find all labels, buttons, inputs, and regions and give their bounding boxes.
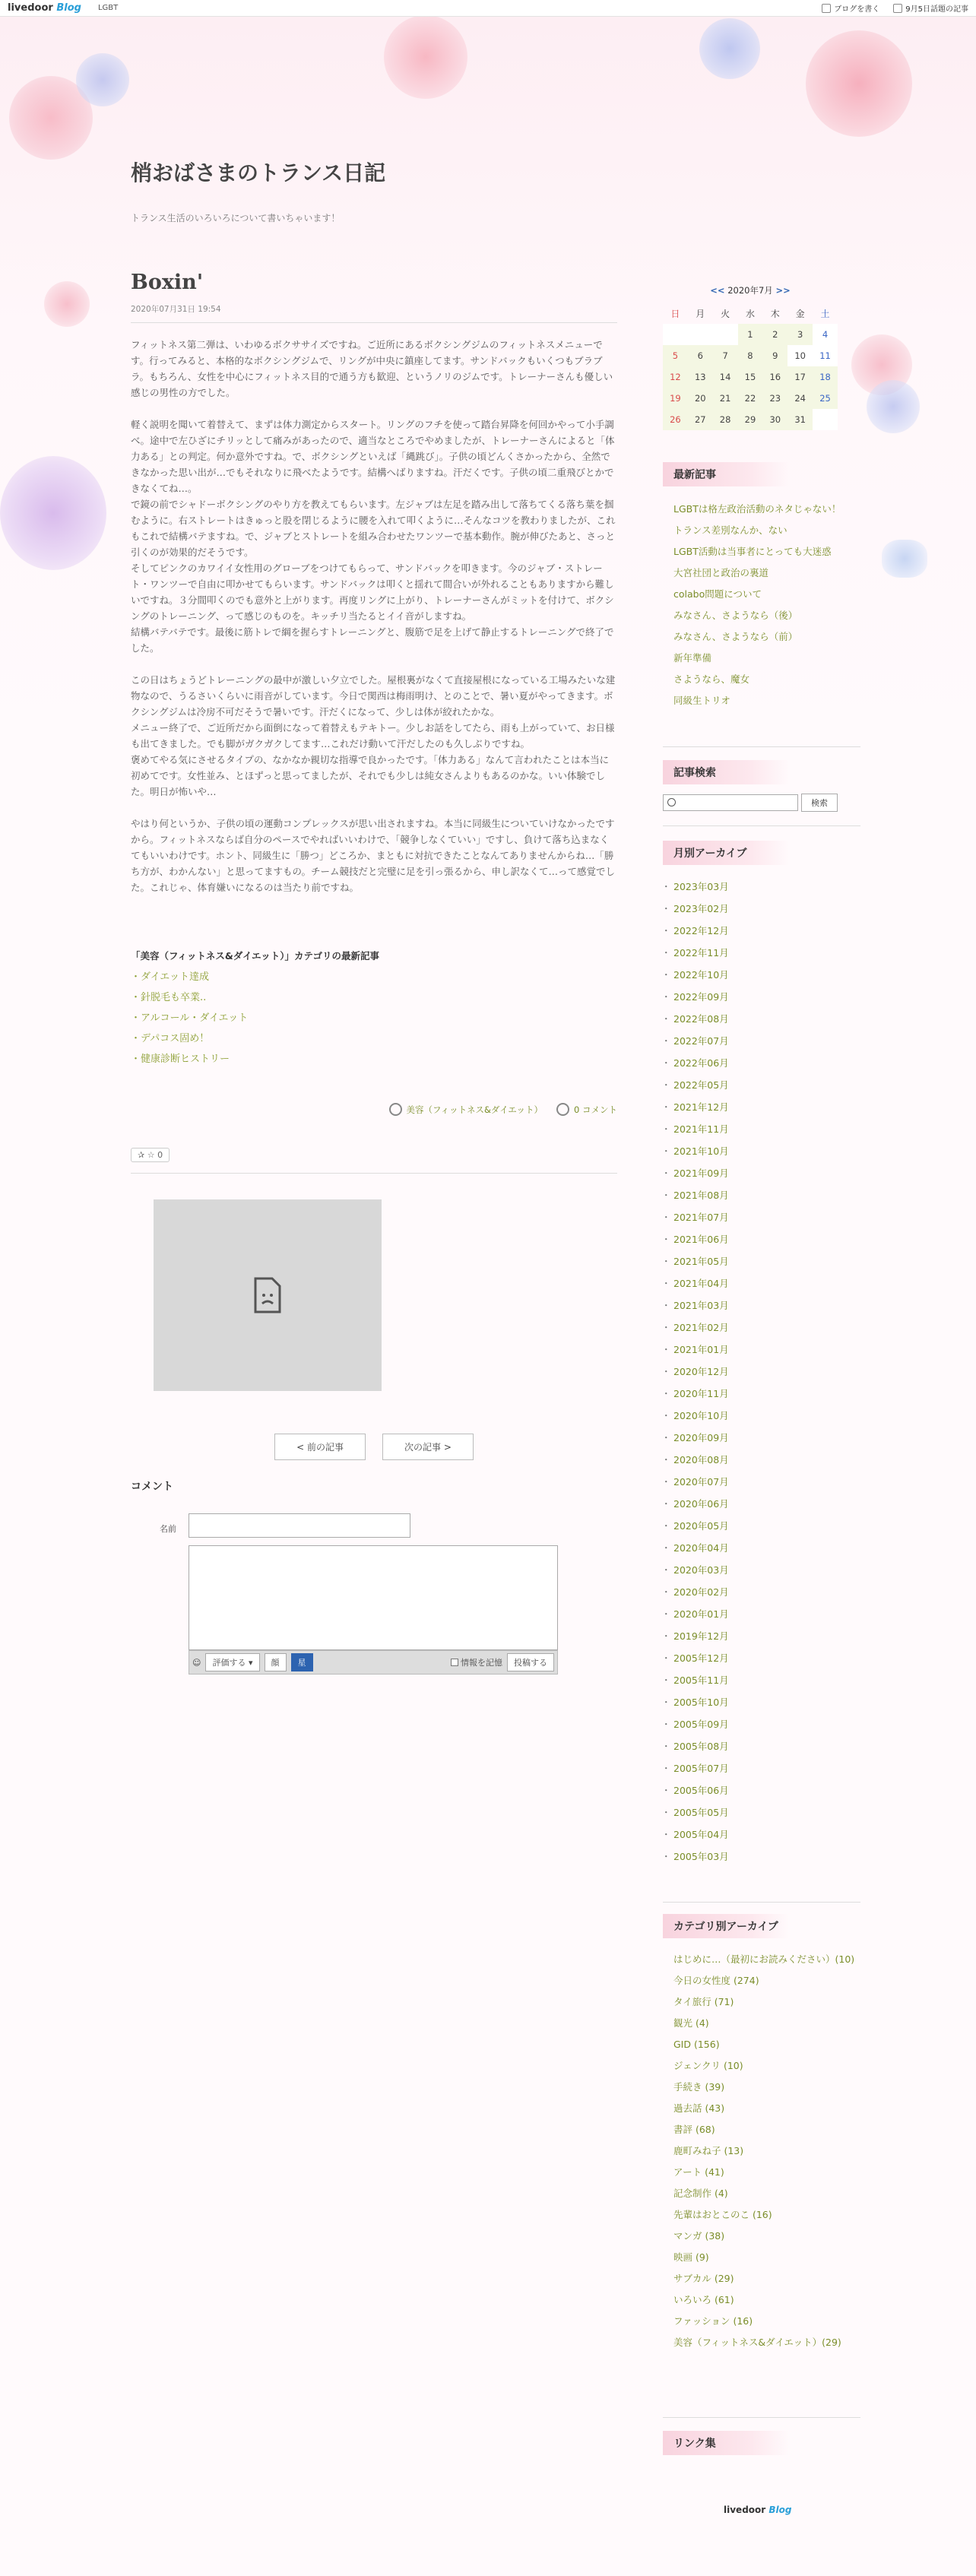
- recent-post-link[interactable]: みなさん、さようなら（前）: [673, 631, 798, 642]
- archive-month-link[interactable]: ・ 2005年09月: [663, 1713, 860, 1735]
- calendar-day[interactable]: 9: [762, 345, 787, 366]
- calendar-prev[interactable]: <<: [710, 285, 725, 296]
- post-title[interactable]: Boxin': [131, 271, 204, 294]
- search-widget: [663, 760, 860, 812]
- archive-title: 月別アーカイブ: [663, 841, 789, 865]
- calendar-day[interactable]: 27: [688, 409, 713, 430]
- divider: [663, 2417, 860, 2418]
- archive-month-link[interactable]: ・ 2021年11月: [663, 1118, 860, 1140]
- calendar-day[interactable]: 12: [663, 366, 688, 388]
- write-blog-link[interactable]: ブログを書く: [822, 2, 879, 14]
- archive-month-link[interactable]: ・ 2020年10月: [663, 1405, 860, 1427]
- category-archive-link[interactable]: 美容（フィットネス&ダイエット）(29): [673, 2337, 841, 2348]
- divider: [131, 1173, 617, 1174]
- archive-month-link[interactable]: ・ 2020年09月: [663, 1427, 860, 1449]
- calendar-weekday: 日: [670, 308, 680, 319]
- recent-posts-widget: [663, 462, 860, 711]
- topbar-tag[interactable]: LGBT: [97, 4, 119, 12]
- archive-month-link[interactable]: ・ 2022年08月: [663, 1008, 860, 1030]
- recent-title: 最新記事: [663, 462, 789, 486]
- category-archive-link[interactable]: 記念制作 (4): [673, 2188, 728, 2199]
- calendar-weekday: 土: [820, 308, 830, 319]
- calendar-day: 4: [813, 324, 838, 345]
- archive-month-link[interactable]: ・ 2021年02月: [663, 1317, 860, 1339]
- archive-month-link[interactable]: ・ 2023年03月: [663, 876, 860, 898]
- calendar-day[interactable]: 26: [663, 409, 688, 430]
- archive-month-link[interactable]: ・ 2020年08月: [663, 1449, 860, 1471]
- divider: [663, 746, 860, 747]
- next-post-button[interactable]: 次の記事 >: [382, 1434, 474, 1460]
- calendar-day[interactable]: 2: [762, 324, 787, 345]
- post-navigation: [131, 1434, 617, 1460]
- archive-month-link[interactable]: ・ 2005年03月: [663, 1846, 860, 1868]
- broken-image-icon: [252, 1277, 283, 1313]
- archive-month-link[interactable]: ・ 2005年12月: [663, 1647, 860, 1669]
- flower-decoration: [699, 18, 760, 79]
- calendar-day[interactable]: 8: [738, 345, 763, 366]
- post-paragraph: 軽く説明を聞いて着替えて、まずは体力測定からスタート。リングのフチを使って踏台昇降を何回かやって小手調べ。途中で左ひざにチリッとして痛みがあったので、適当なところでやめましたが、トレーナーさんによると「体力ある」との判定。何か意外ですね。で、ボクシングといえば「縄跳び」。子供の頃どんくさかったから、全然できなかった思い出が…でもそれなりに飛べたようです。結構へばりますね。汗だくです。子供の頃二重飛びとかできなくてね…。 で鏡の前でシャドーボクシングのやり方を教えてもらいます。左ジャブは左足を踏み出して落ちてくる落ち葉を掴むように。右ストレートはきゅっと股を閉じるように腰を入れて叩くように…そんなコツを教わりましたが、これもこれで結構バテますね。で、ジャブとストレートを組み合わせたワンツーで基本動作。腕が伸びたあと、さっと引くのが効果的だそうです。 そしてピンクのカワイイ女性用のグローブをつけてもらって、サンドバックを叩きます。今のジャブ・ストレート・ワンツーで自由に叩かせてもらいます。サンドバックは叩くと揺れて間合いが外れることもありますから難しいですね。３分間叩くのでも意外と上がります。再度リングに上がり、トレーナーさんがミットを付けて、ボクシングのトレーニング、って感じのものを。キッチリ当たるとイイ音がしますね。 結構バテバテです。最後に筋トレで綱を握らすトレーニングと、腹筋で足を上げて静止するトレーニングで終了でした。: [131, 419, 616, 654]
- archive-month-link[interactable]: ・ 2022年06月: [663, 1052, 860, 1074]
- archive-month-link[interactable]: ・ 2021年12月: [663, 1096, 860, 1118]
- calendar-grid: [663, 303, 838, 430]
- like-icon: ✰ ☆: [138, 1150, 158, 1160]
- archive-month-link[interactable]: ・ 2020年12月: [663, 1361, 860, 1383]
- calendar-header: [663, 284, 838, 296]
- archive-month-link[interactable]: ・ 2021年04月: [663, 1272, 860, 1294]
- category-archive-link[interactable]: タイ旅行 (71): [673, 1996, 734, 2007]
- archive-month-link[interactable]: ・ 2020年03月: [663, 1559, 860, 1581]
- post-date: 2020年07月31日 19:54: [131, 303, 617, 323]
- recent-post-link[interactable]: 同級生トリオ: [673, 695, 730, 706]
- calendar-day: [813, 409, 838, 430]
- calendar-day[interactable]: 13: [688, 366, 713, 388]
- category-archive-link[interactable]: 過去話 (43): [673, 2102, 725, 2114]
- livedoor-blog-logo[interactable]: livedoor Blog: [8, 2, 81, 14]
- archive-widget: [663, 841, 860, 1868]
- calendar-weekday: 金: [795, 308, 805, 319]
- category-archive-link[interactable]: マンガ (38): [673, 2230, 725, 2242]
- rating-star-option[interactable]: 星: [291, 1653, 313, 1671]
- calendar-day[interactable]: 16: [762, 366, 787, 388]
- category-archive-link[interactable]: 鹿町みね子 (13): [673, 2145, 744, 2156]
- comment-count-link[interactable]: 0 コメント: [556, 1103, 617, 1116]
- calendar-day[interactable]: 31: [787, 409, 813, 430]
- calendar-month: 2020年7月: [727, 285, 773, 296]
- category-archive-link[interactable]: サブカル (29): [673, 2273, 734, 2284]
- comment-heading: コメント: [131, 1481, 173, 1493]
- category-archive-link[interactable]: いろいろ (61): [673, 2294, 734, 2305]
- archive-month-link[interactable]: ・ 2005年04月: [663, 1823, 860, 1846]
- recent-post-link[interactable]: 新年準備: [673, 652, 712, 664]
- archive-month-link[interactable]: ・ 2022年09月: [663, 986, 860, 1008]
- calendar-next[interactable]: >>: [775, 285, 791, 296]
- calendar-day[interactable]: 23: [762, 388, 787, 409]
- comment-textarea[interactable]: [189, 1545, 558, 1650]
- calendar-day[interactable]: 17: [787, 366, 813, 388]
- comment-icon: [556, 1103, 569, 1116]
- archive-month-link[interactable]: ・ 2021年07月: [663, 1206, 860, 1228]
- calendar: [663, 284, 838, 430]
- ad-placeholder: [154, 1199, 382, 1391]
- archive-month-link[interactable]: ・ 2005年06月: [663, 1779, 860, 1801]
- flower-decoration: [76, 53, 129, 106]
- calendar-day[interactable]: 3: [787, 324, 813, 345]
- emoji-icon[interactable]: ☺: [192, 1657, 201, 1668]
- calendar-day[interactable]: 5: [663, 345, 688, 366]
- post-footer: [131, 1103, 617, 1116]
- recent-post-link[interactable]: さようなら、魔女: [673, 673, 750, 685]
- archive-month-link[interactable]: ・ 2005年07月: [663, 1757, 860, 1779]
- calendar-day: [663, 324, 688, 345]
- article: [131, 271, 617, 1688]
- related-post-link[interactable]: ・ 健康診断ヒストリー: [131, 1049, 617, 1069]
- flower-decoration: [44, 281, 90, 327]
- post-paragraph: やはり何というか、子供の頃の運動コンプレックスが思い出されますね。本当に同級生についていけなかったですから。フィットネスならば自分のペースでやればいいわけで、「競争しなくていい」ですし、負けて落ち込まなくてもいいわけです。ホント、同級生に「勝つ」どころか、まともに対抗できたことなんてありませんからね…「勝ち方が、わかんない」と思ってますもの。チーム競技だと完璧に足を引っ張るから、申し訳なくて…って感覚でした。これじゃ、体育嫌いになるのは当たり前ですね。: [131, 818, 616, 893]
- category-link[interactable]: 美容（フィットネス&ダイエット）: [389, 1103, 543, 1116]
- divider: [663, 825, 860, 826]
- archive-month-link[interactable]: ・ 2022年10月: [663, 964, 860, 986]
- related-post-link[interactable]: ・ アルコール・ダイエット: [131, 1008, 617, 1028]
- blog-title[interactable]: 梢おばさまのトランス日記: [131, 160, 386, 185]
- related-heading: 「美容（フィットネス&ダイエット）」カテゴリの最新記事: [131, 950, 380, 962]
- post-paragraph: この日はちょうどトレーニングの最中が激しい夕立でした。屋根裏がなくて直接屋根になっている工場みたいな建物なので、うるさいくらいに雨音がしています。今日で関西は梅雨明け、とのことで、暑い夏がやってきます。ボクシングジムは冷房不可だそうで暑いです。汗だくになって、少しは体が絞れたかな。 メニュー終了で、ご近所だから面倒になって着替えもテキトー。少しお話をしてたら、雨も上がっていて、お日様も出てきました。でも脚がガクガクしてます…これだけ動いて汗だしたのも久しぶりですね。 褒めてやる気にさせるタイプの、なかなか親切な指導で良かったです。「体力ある」なんて言われたことは本当に初めてです。女性並み、とほずっと思ってましたが、それでも少しは純女さんよりもあるのかな。いい体験でした。明日が怖いや…: [131, 674, 616, 797]
- calendar-day[interactable]: 21: [713, 388, 738, 409]
- flower-decoration: [806, 30, 912, 137]
- calendar-day[interactable]: 7: [713, 345, 738, 366]
- name-input[interactable]: [189, 1513, 410, 1538]
- archive-month-link[interactable]: ・ 2020年07月: [663, 1471, 860, 1493]
- related-post-link[interactable]: ・ ダイエット達成: [131, 967, 617, 987]
- calendar-day[interactable]: 20: [688, 388, 713, 409]
- calendar-day[interactable]: 14: [713, 366, 738, 388]
- calendar-weekday: 月: [696, 308, 705, 319]
- flower-decoration: [0, 456, 106, 570]
- archive-month-link[interactable]: ・ 2005年08月: [663, 1735, 860, 1757]
- name-label: 名前: [160, 1524, 176, 1534]
- archive-month-link[interactable]: ・ 2021年09月: [663, 1162, 860, 1184]
- flower-decoration: [384, 15, 467, 99]
- category-archive-link[interactable]: ジェンクリ (10): [673, 2060, 743, 2071]
- search-title: 記事検索: [663, 760, 789, 784]
- calendar-day[interactable]: 19: [663, 388, 688, 409]
- links-widget: [663, 2431, 860, 2455]
- archive-month-link[interactable]: ・ 2005年11月: [663, 1669, 860, 1691]
- calendar-weekday: 水: [745, 308, 755, 319]
- calendar-day: [688, 324, 713, 345]
- category-archive-link[interactable]: 手続き (39): [673, 2081, 725, 2093]
- category-archive-link[interactable]: 今日の女性度 (274): [673, 1975, 759, 1986]
- rating-face-option[interactable]: 顔: [265, 1653, 287, 1671]
- flower-decoration: [867, 380, 920, 433]
- archive-month-link[interactable]: ・ 2021年08月: [663, 1184, 860, 1206]
- calendar-day[interactable]: 6: [688, 345, 713, 366]
- links-title: リンク集: [663, 2431, 789, 2455]
- comment-toolbar: [189, 1650, 558, 1675]
- recent-post-link[interactable]: 大宮社団と政治の裏道: [673, 567, 769, 578]
- topbar: [0, 0, 976, 17]
- recent-post-link[interactable]: みなさん、さようなら（後）: [673, 610, 798, 621]
- category-archive-link[interactable]: アート (41): [673, 2166, 724, 2178]
- archive-month-link[interactable]: ・ 2022年12月: [663, 920, 860, 942]
- archive-month-link[interactable]: ・ 2020年04月: [663, 1537, 860, 1559]
- archive-month-link[interactable]: ・ 2019年12月: [663, 1625, 860, 1647]
- recent-post-link[interactable]: トランス差別なんか、ない: [673, 524, 787, 536]
- calendar-day[interactable]: 29: [738, 409, 763, 430]
- calendar-icon: [893, 4, 902, 13]
- calendar-day: [713, 324, 738, 345]
- recent-post-link[interactable]: LGBT活動は当事者にとっても大迷惑: [673, 546, 832, 557]
- post-paragraph: フィットネス第二弾は、いわゆるボクササイズですね。ご近所にあるボクシングジムのフィットネスメニューです。行ってみると、本格的なボクシングジムで、リングが中央に鎮座してます。サンドバックもいくつもブラブラ。もちろん、女性を中心にフィットネス目的で通う方も歓迎、というノリのジムです。トレーナーさんも優しい感じの男性の方でした。: [131, 339, 613, 398]
- post-body: [131, 337, 617, 895]
- calendar-day: 10: [787, 345, 813, 366]
- search-button[interactable]: 検索: [801, 794, 838, 812]
- recent-post-link[interactable]: colabo問題について: [673, 588, 762, 600]
- butterfly-decoration: [882, 540, 927, 578]
- blog-subtitle: トランス生活のいろいろについて書いちゃいます！: [131, 213, 341, 223]
- related-post-link[interactable]: ・ デパコス固め！: [131, 1028, 617, 1049]
- recent-post-link[interactable]: LGBTは格左政治活動のネタじゃない！: [673, 503, 841, 515]
- related-post-link[interactable]: ・ 針脱毛も卒業..: [131, 987, 617, 1008]
- calendar-day[interactable]: 1: [738, 324, 763, 345]
- archive-month-link[interactable]: ・ 2021年01月: [663, 1339, 860, 1361]
- archive-month-link[interactable]: ・ 2021年10月: [663, 1140, 860, 1162]
- archive-month-link[interactable]: ・ 2005年10月: [663, 1691, 860, 1713]
- archive-month-link[interactable]: ・ 2022年05月: [663, 1074, 860, 1096]
- calendar-day[interactable]: 22: [738, 388, 763, 409]
- archive-month-link[interactable]: ・ 2020年05月: [663, 1515, 860, 1537]
- category-archive-link[interactable]: 先輩はおとこのこ (16): [673, 2209, 772, 2220]
- remember-checkbox[interactable]: 情報を記憶: [451, 1656, 502, 1668]
- calendar-day: 11: [813, 345, 838, 366]
- comment-section: [131, 1478, 617, 1688]
- trending-link[interactable]: 9月5日話題の記事: [893, 2, 968, 14]
- search-input[interactable]: [663, 794, 798, 811]
- archive-month-link[interactable]: ・ 2021年03月: [663, 1294, 860, 1317]
- submit-comment-button[interactable]: 投稿する: [507, 1653, 554, 1671]
- pencil-icon: [822, 4, 831, 13]
- rating-select[interactable]: 評価する ▾: [205, 1653, 259, 1671]
- calendar-day[interactable]: 30: [762, 409, 787, 430]
- calendar-day[interactable]: 18: [813, 366, 838, 388]
- archive-month-link[interactable]: ・ 2022年11月: [663, 942, 860, 964]
- divider: [663, 1902, 860, 1903]
- category-archive-link[interactable]: ファッション (16): [673, 2315, 753, 2327]
- calendar-day[interactable]: 24: [787, 388, 813, 409]
- calendar-weekday: 火: [721, 308, 730, 319]
- category-title: カテゴリ別アーカイブ: [663, 1914, 789, 1938]
- archive-month-link[interactable]: ・ 2022年07月: [663, 1030, 860, 1052]
- folder-icon: [389, 1103, 402, 1116]
- calendar-day[interactable]: 28: [713, 409, 738, 430]
- archive-month-link[interactable]: ・ 2021年05月: [663, 1250, 860, 1272]
- category-archive-link[interactable]: はじめに…（最初にお読みください）(10): [673, 1953, 855, 1965]
- archive-month-link[interactable]: ・ 2023年02月: [663, 898, 860, 920]
- like-button[interactable]: ✰ ☆ 0: [131, 1148, 170, 1162]
- archive-month-link[interactable]: ・ 2020年11月: [663, 1383, 860, 1405]
- archive-month-link[interactable]: ・ 2005年05月: [663, 1801, 860, 1823]
- comment-form: [131, 1513, 617, 1688]
- calendar-day[interactable]: 25: [813, 388, 838, 409]
- category-archive-link[interactable]: 映画 (9): [673, 2251, 709, 2263]
- calendar-weekday: 木: [770, 308, 780, 319]
- category-widget: [663, 1914, 860, 2353]
- archive-month-link[interactable]: ・ 2020年02月: [663, 1581, 860, 1603]
- prev-post-button[interactable]: < 前の記事: [274, 1434, 366, 1460]
- footer-logo[interactable]: livedoor Blog: [724, 2505, 792, 2515]
- archive-month-link[interactable]: ・ 2021年06月: [663, 1228, 860, 1250]
- category-archive-link[interactable]: 書評 (68): [673, 2124, 715, 2135]
- archive-month-link[interactable]: ・ 2020年01月: [663, 1603, 860, 1625]
- category-archive-link[interactable]: 観光 (4): [673, 2017, 709, 2029]
- calendar-day[interactable]: 15: [738, 366, 763, 388]
- archive-month-link[interactable]: ・ 2020年06月: [663, 1493, 860, 1515]
- category-archive-link[interactable]: GID (156): [673, 2039, 720, 2050]
- related-posts: [131, 949, 617, 1069]
